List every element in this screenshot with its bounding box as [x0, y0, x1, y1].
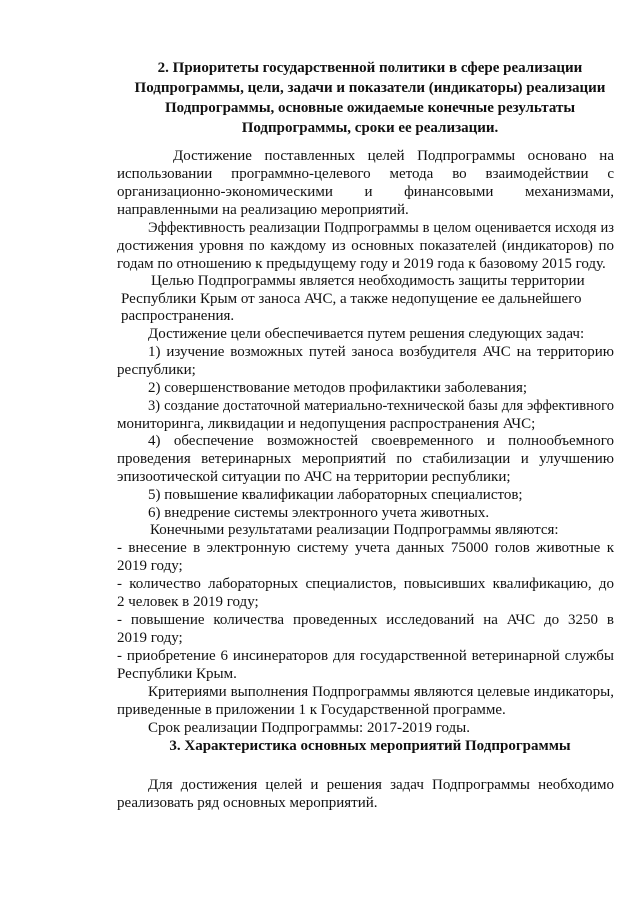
body-line: Республики Крым. — [117, 666, 237, 682]
body-line: 1) изучение возможных путей заноса возбудителя АЧС на территорию — [148, 344, 614, 360]
body-line: Конечными результатами реализации Подпрограммы являются: — [150, 522, 559, 538]
body-line: - внесение в электронную систему учета данных 75000 голов животные к — [117, 540, 614, 556]
section-3-heading: 3. Характеристика основных мероприятий Подпрограммы — [169, 738, 571, 754]
body-line: Достижение поставленных целей Подпрограммы основано на — [173, 148, 614, 164]
body-line: использовании программно-целевого метода во взаимодействии с — [117, 166, 614, 182]
body-line: 2019 году; — [117, 630, 183, 646]
body-line: республики; — [117, 362, 196, 378]
body-line: годам по отношению к предыдущему году и 2019 года к базовому 2015 году. — [117, 256, 606, 272]
body-line: Эффективность реализации Подпрограммы в целом оценивается исходя из — [148, 220, 614, 236]
body-line: распространения. — [121, 308, 235, 324]
body-line: Целью Подпрограммы является необходимость защиты территории — [151, 273, 585, 289]
body-line: 5) повышение квалификации лабораторных специалистов; — [148, 487, 523, 503]
heading-line: Подпрограммы, сроки ее реализации. — [241, 120, 499, 136]
body-line: Республики Крым от заноса АЧС, а также недопущение ее дальнейшего — [121, 291, 582, 307]
section-2-heading — [110, 58, 630, 138]
body-line: Достижение цели обеспечивается путем решения следующих задач: — [148, 326, 585, 342]
body-line: 2 человек в 2019 году; — [117, 594, 259, 610]
body-line: проведения ветеринарных мероприятий по стабилизации и улучшению — [117, 451, 614, 467]
body-line: Срок реализации Подпрограммы: 2017-2019 годы. — [148, 720, 471, 736]
body-line: 4) обеспечение возможностей своевременного и полнообъемного — [148, 433, 614, 449]
body-line: 2019 году; — [117, 558, 183, 574]
body-line: мониторинга, ликвидации и недопущения распространения АЧС; — [117, 416, 536, 432]
body-line: достижения уровня по каждому из основных показателей (индикаторов) по — [117, 238, 614, 254]
body-line: организационно-экономическими и финансовыми механизмами, — [117, 184, 614, 200]
body-line: Для достижения целей и решения задач Подпрограммы необходимо — [148, 777, 614, 793]
body-line: реализовать ряд основных мероприятий. — [117, 795, 378, 811]
body-line: - количество лабораторных специалистов, повысивших квалификацию, до — [117, 576, 614, 592]
body-line: 6) внедрение системы электронного учета животных. — [148, 505, 490, 521]
heading-line: Подпрограммы, цели, задачи и показатели (индикаторы) реализации — [134, 80, 606, 96]
body-line: эпизоотической ситуации по АЧС на территории республики; — [117, 469, 511, 485]
body-line: 2) совершенствование методов профилактики заболевания; — [148, 380, 528, 396]
body-line: - приобретение 6 инсинераторов для государственной ветеринарной службы — [117, 648, 614, 664]
heading-line: 2. Приоритеты государственной политики в сфере реализации — [157, 60, 583, 76]
body-line: направленными на реализацию мероприятий. — [117, 202, 409, 218]
body-line: Критериями выполнения Подпрограммы являются целевые индикаторы, — [148, 684, 614, 700]
heading-line: Подпрограммы, основные ожидаемые конечные результаты — [164, 100, 576, 116]
body-line: приведенные в приложении 1 к Государственной программе. — [117, 702, 506, 718]
body-line: - повышение количества проведенных исследований на АЧС до 3250 в — [117, 612, 614, 628]
body-line: 3) создание достаточной материально-технической базы для эффективного — [148, 398, 614, 414]
